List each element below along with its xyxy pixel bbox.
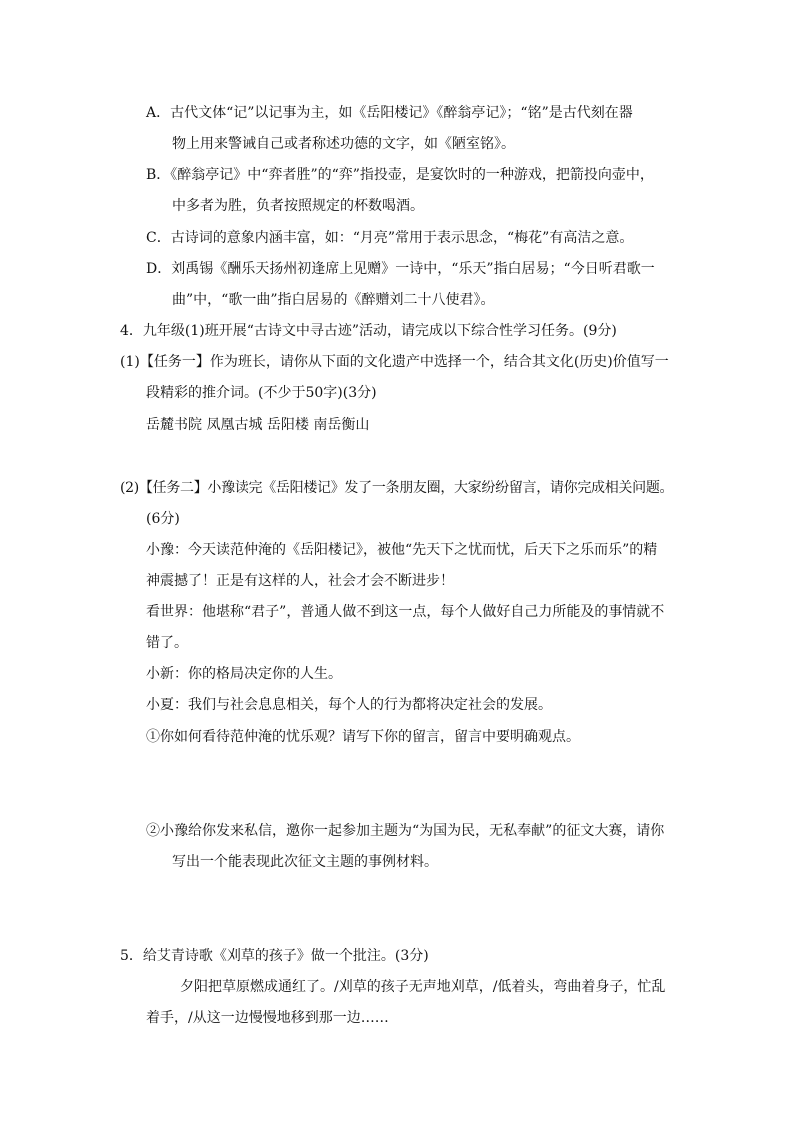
q4-task1-line2: 段精彩的推介词。(不少于50字)(3分) xyxy=(146,385,377,401)
q4-sub2-line2: 写出一个能表现此次征文主题的事例材料。 xyxy=(172,854,438,870)
q4-sub1: ①你如何看待范仲淹的忧乐观？请写下你的留言，留言中要明确观点。 xyxy=(146,729,580,745)
q4-comment-line: 看世界：他堪称“君子”，普通人做不到这一点，每个人做好自己力所能及的事情就不 xyxy=(146,604,665,620)
q4-comment-line: 小豫：今天读范仲淹的《岳阳楼记》，被他“先天下之忧而忧，后天下之乐而乐”的精 xyxy=(146,542,658,558)
q4-comment-line: 错了。 xyxy=(146,635,188,651)
q3-option-d-line2: 曲”中，“歌一曲”指白居易的《醉赠刘二十八使君》。 xyxy=(172,292,495,308)
q4-task1-line1: (1)【任务一】作为班长，请你从下面的文化遗产中选择一个，结合其文化(历史)价值写一 xyxy=(120,354,669,370)
q3-option-a-line1: A．古代文体“记”以记事为主，如《岳阳楼记》《醉翁亭记》；“铭”是古代刻在器 xyxy=(146,105,633,121)
q4-comment-line: 小夏：我们与社会息息相关，每个人的行为都将决定社会的发展。 xyxy=(146,697,552,713)
q3-option-b-line2: 中多者为胜，负者按照规定的杯数喝酒。 xyxy=(172,198,424,214)
q4-comment-line: 小新：你的格局决定你的人生。 xyxy=(146,666,342,682)
q4-task2-line2: (6分) xyxy=(146,511,180,527)
q3-option-c-line1: C．古诗词的意象内涵丰富，如：“月亮”常用于表示思念，“梅花”有高洁之意。 xyxy=(146,230,634,246)
q4-sub2-line1: ②小豫给你发来私信，邀你一起参加主题为“为国为民，无私奉献”的征文大赛，请你 xyxy=(146,823,665,839)
q4-title: 4．九年级(1)班开展“古诗文中寻古迹”活动，请完成以下综合性学习任务。(9分) xyxy=(120,323,617,339)
q4-comment-line: 神震撼了！正是有这样的人，社会才会不断进步！ xyxy=(146,573,454,589)
q5-title: 5．给艾青诗歌《刈草的孩子》做一个批注。(3分) xyxy=(120,948,429,964)
q3-option-b-line1: B．《醉翁亭记》中“弈者胜”的“弈”指投壶，是宴饮时的一种游戏，把箭投向壶中， xyxy=(146,167,654,183)
q4-task1-options: 岳麓书院 凤凰古城 岳阳楼 南岳衡山 xyxy=(146,417,370,433)
q5-poem-line2: 着手，/从这一边慢慢地移到那一边…… xyxy=(146,1010,389,1026)
q3-option-d-line1: D．刘禹锡《酬乐天扬州初逢席上见赠》一诗中，“乐天”指白居易；“今日听君歌一 xyxy=(146,261,655,277)
q4-task2-line1: (2)【任务二】小豫读完《岳阳楼记》发了一条朋友圈，大家纷纷留言，请你完成相关问题。 xyxy=(120,480,674,496)
q3-option-a-line2: 物上用来警诫自己或者称述功德的文字，如《陋室铭》。 xyxy=(172,136,515,152)
q5-poem-line1: 夕阳把草原燃成通红了。/刈草的孩子无声地刈草，/低着头，弯曲着身子，忙乱 xyxy=(180,979,666,995)
